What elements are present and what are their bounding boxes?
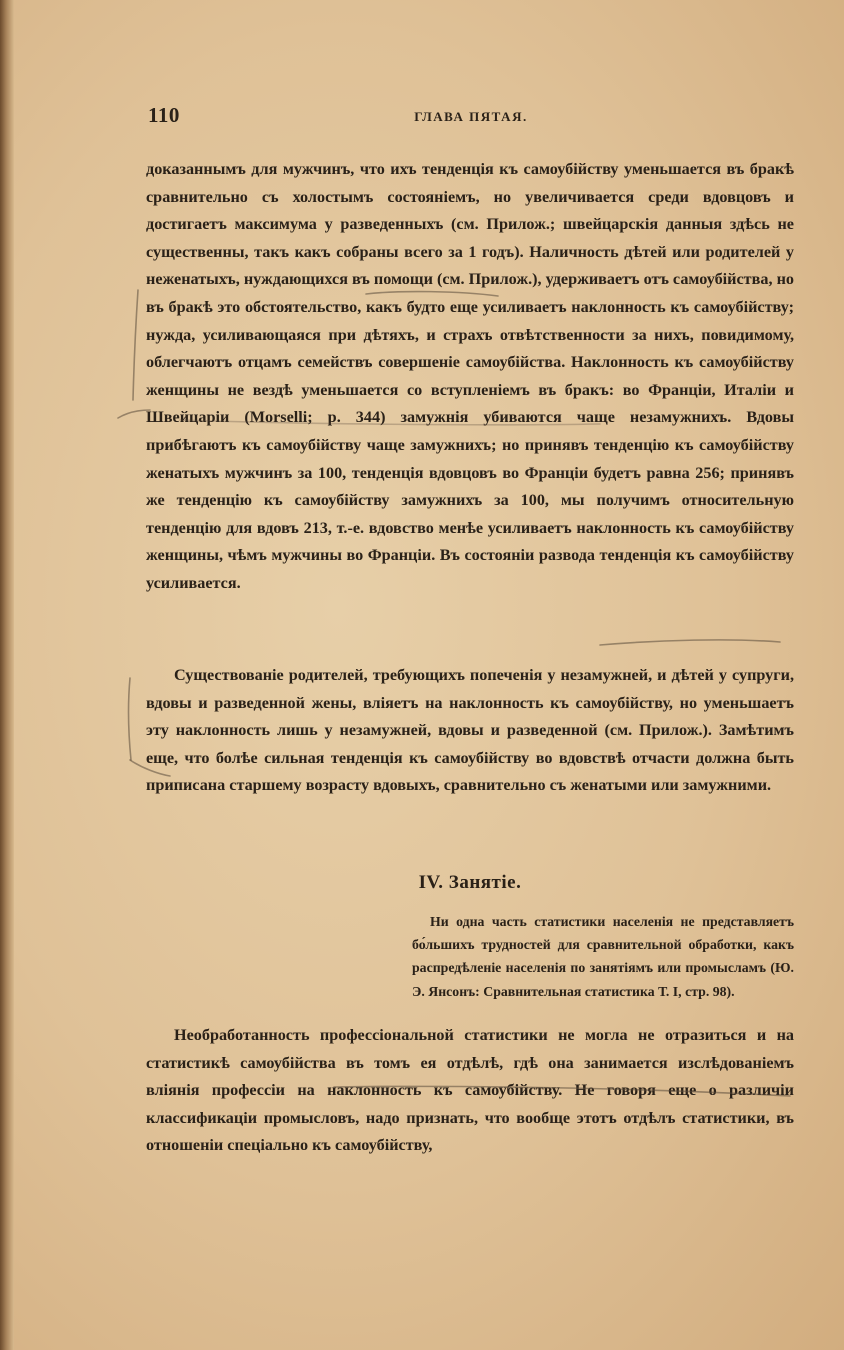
paragraph-continuation	[146, 156, 794, 598]
section-heading: IV. Занятіе.	[418, 872, 522, 893]
paragraph-text: Существованіе родителей, требующихъ попеченія у незамужней, и дѣтей у супруги, вдовы и разведенной жены, вліяетъ на наклонность къ самоубійству, но уменьшаетъ эту наклонность лишь у незамужней, вдовы и разведенной (см. Прилож.). Замѣтимъ еще, что болѣе сильная тенденція къ самоубійству во вдовствѣ отчасти должна быть приписана старшему возрасту вдовыхъ, сравнительно съ женатыми или замужними.	[146, 666, 794, 795]
epigraph-text: Ни одна часть статистики населенія не представляетъ бо́льшихъ трудностей для сравнительной обработки, какъ распредѣленіе населенія по занятіямъ или промысламъ (Ю. Э. Янсонъ: Сравнительная статистика Т. I, стр. 98).	[412, 914, 794, 999]
page-number: 110	[148, 103, 180, 127]
page-header	[148, 103, 794, 133]
paragraph-text: доказаннымъ для мужчинъ, что ихъ тенденція къ самоубійству уменьшается въ бракѣ сравнительно съ холостымъ состояніемъ, но увеличивается среди вдовцовъ и достигаетъ максимума у разведенныхъ (см. Прилож.; швейцарскія данныя здѣсь не существенны, такъ какъ собраны всего за 1 годъ). Наличность дѣтей или родителей у неженатыхъ, нуждающихся въ помощи (см. Прилож.), удерживаетъ отъ самоубійства, но въ бракѣ это обстоятельство, какъ будто еще усиливаетъ наклонность къ самоубійству; нужда, усиливающаяся при дѣтяхъ, и страхъ отвѣтственности за нихъ, повидимому, облегчаютъ отцамъ семействъ совершеніе самоубійства. Наклонность къ самоубійству женщины не вездѣ уменьшается со вступленіемъ въ бракъ: во Франціи, Италіи и Швейцаріи (Morselli; p. 344) замужнія убиваются чаще незамужнихъ. Вдовы прибѣгаютъ къ самоубійству чаще замужнихъ; но принявъ тенденцію къ самоубійству женатыхъ мужчинъ за 100, тенденція вдовцовъ во Франціи будетъ равна 256; принявъ же тенденцію къ самоубійству замужнихъ за 100, мы получимъ относительную тенденцію для вдовъ 213, т.-е. вдовство менѣе усиливаетъ наклонность къ самоубійству женщины, чѣмъ мужчины во Франціи. Въ состояніи развода тенденція къ самоубійству усиливается.	[146, 160, 794, 592]
page-binding-edge	[0, 0, 14, 1350]
paragraph-occupation	[146, 1022, 794, 1160]
running-head: ГЛАВА ПЯТАЯ.	[414, 109, 528, 124]
paragraph-text: Необработанность профессіональной статистики не могла не отразиться и на статистикѣ самоубійства въ томъ ея отдѣлѣ, гдѣ она занимается изслѣдованіемъ вліянія профессіи на наклонность къ самоубійству. Не говоря еще о различіи классификаціи промысловъ, надо признать, что вообще этотъ отдѣлъ статистики, въ отношеніи спеціально къ самоубійству,	[146, 1026, 794, 1155]
paragraph-parents-children	[146, 662, 794, 800]
epigraph-quote	[412, 910, 794, 1003]
